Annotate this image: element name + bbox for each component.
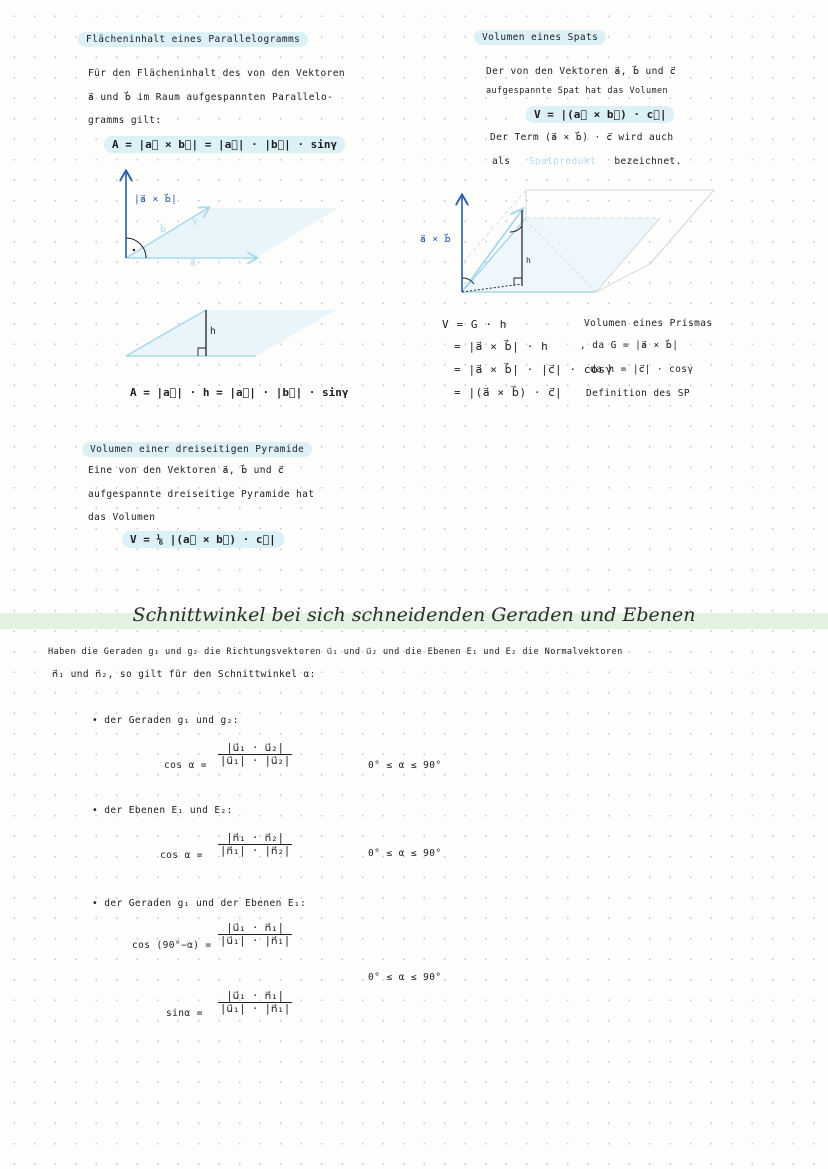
angles-title: Schnittwinkel bei sich schneidenden Geraden und Ebenen xyxy=(132,604,696,626)
case-lines-denominator: |u⃗₁| · |u⃗₂| xyxy=(220,755,291,767)
parallelogram-text-line3: gramms gilt: xyxy=(88,115,162,126)
spat-height-label: h xyxy=(526,256,532,265)
spat-text-als: als xyxy=(492,156,511,167)
parallelogram-diagram-bottom xyxy=(126,310,336,356)
pyramid-text-line1: Eine von den Vektoren a⃗, b⃗ und c⃗ xyxy=(88,465,284,476)
spat-text-line2: aufgespannte Spat hat das Volumen xyxy=(486,86,669,96)
spat-axis-label: a⃗ × b⃗ xyxy=(420,234,452,245)
gamma-label: γ xyxy=(192,216,199,227)
angles-intro-line1: Haben die Geraden g₁ und g₂ die Richtungsvektoren u⃗₁ und u⃗₂ und die Ebenen E₁ und E₂ die Normalvektoren xyxy=(48,647,623,657)
pyramid-heading: Volumen einer dreiseitigen Pyramide xyxy=(82,442,312,457)
case-planes-denominator: |n⃗₁| · |n⃗₂| xyxy=(220,845,291,857)
case-planes-lhs: cos α = xyxy=(160,850,203,861)
vector-a-label: a⃗ xyxy=(190,258,197,269)
height-label: h xyxy=(210,326,217,337)
case-line-plane-label: • der Geraden g₁ und der Ebenen E₁: xyxy=(92,898,307,909)
case-line-plane-lhs: cos (90°−α) = xyxy=(132,940,212,951)
case-line-plane-range: 0° ≤ α ≤ 90° xyxy=(368,972,442,983)
case-sine-numerator: |u⃗₁ · n⃗₁| xyxy=(226,990,284,1002)
parallelogram-heading: Flächeninhalt eines Parallelogramms xyxy=(78,32,308,47)
spat-text-line3: Der Term (a⃗ × b⃗) · c⃗ wird auch xyxy=(490,132,674,143)
case-lines-label: • der Geraden g₁ und g₂: xyxy=(92,715,239,726)
case-planes-label: • der Ebenen E₁ und E₂: xyxy=(92,805,233,816)
spat-text-line4 xyxy=(492,156,682,167)
case-lines-fraction xyxy=(218,742,292,767)
case-sine-lhs: sinα = xyxy=(166,1008,203,1019)
spat-derivation-line2: = |a⃗ × b⃗| · h xyxy=(454,340,549,353)
spat-volume-formula: V = |(a⃗ × b⃗) · c⃗| xyxy=(526,106,674,123)
angles-intro-line2: n⃗₁ und n⃗₂, so gilt für den Schnittwinkel α: xyxy=(52,669,316,680)
spat-note-definition: Definition des SP xyxy=(586,388,691,399)
spat-derivation-line3: = |a⃗ × b⃗| · |c⃗| · cosγ xyxy=(454,363,613,376)
case-sine-denominator: |u⃗₁| · |n⃗₁| xyxy=(220,1003,291,1015)
spat-heading: Volumen eines Spats xyxy=(474,30,606,45)
spat-note-height: da h = |c⃗| · cosγ xyxy=(590,364,694,375)
parallelogram-diagram-top xyxy=(126,172,338,258)
pyramid-volume-formula: V = ⅙ |(a⃗ × b⃗) · c⃗| xyxy=(122,531,284,548)
spat-derivation-line4: = |(a⃗ × b⃗) · c⃗| xyxy=(454,386,563,399)
spat-text-line1: Der von den Vektoren a⃗, b⃗ und c⃗ xyxy=(486,66,676,77)
pyramid-text-line2: aufgespannte dreiseitige Pyramide hat xyxy=(88,489,315,500)
case-planes-range: 0° ≤ α ≤ 90° xyxy=(368,848,442,859)
case-line-plane-fraction xyxy=(218,922,292,947)
case-lines-lhs: cos α = xyxy=(164,760,207,771)
case-lines-numerator: |u⃗₁ · u⃗₂| xyxy=(226,742,284,754)
parallelogram-text-line2: a⃗ und b⃗ im Raum aufgespannten Parallelo- xyxy=(88,92,334,103)
spat-diagram xyxy=(462,190,714,292)
spat-derivation-line1: V = G · h xyxy=(442,318,508,331)
case-planes-fraction xyxy=(218,832,292,857)
case-sine-fraction xyxy=(218,990,292,1015)
spat-note-base: , da G = |a⃗ × b⃗| xyxy=(580,340,679,351)
parallelogram-height-formula: A = |a⃗| · h = |a⃗| · |b⃗| · sinγ xyxy=(130,386,349,399)
case-lines-range: 0° ≤ α ≤ 90° xyxy=(368,760,442,771)
case-line-plane-numerator: |u⃗₁ · n⃗₁| xyxy=(226,922,284,934)
parallelogram-text-line1: Für den Flächeninhalt des von den Vektoren xyxy=(88,68,346,79)
spat-text-bezeichnet: bezeichnet. xyxy=(614,156,682,167)
vector-b-label: b⃗ xyxy=(160,224,167,235)
spat-note-prisma: Volumen eines Prismas xyxy=(584,318,713,329)
case-planes-numerator: |n⃗₁ · n⃗₂| xyxy=(226,832,284,844)
cross-product-label: |a⃗ × b⃗| xyxy=(134,194,178,205)
case-line-plane-denominator: |u⃗₁| · |n⃗₁| xyxy=(220,935,291,947)
spatprodukt-term: Spatprodukt xyxy=(528,156,597,167)
pyramid-text-line3: das Volumen xyxy=(88,512,156,523)
parallelogram-area-formula: A = |a⃗ × b⃗| = |a⃗| · |b⃗| · sinγ xyxy=(104,136,345,153)
